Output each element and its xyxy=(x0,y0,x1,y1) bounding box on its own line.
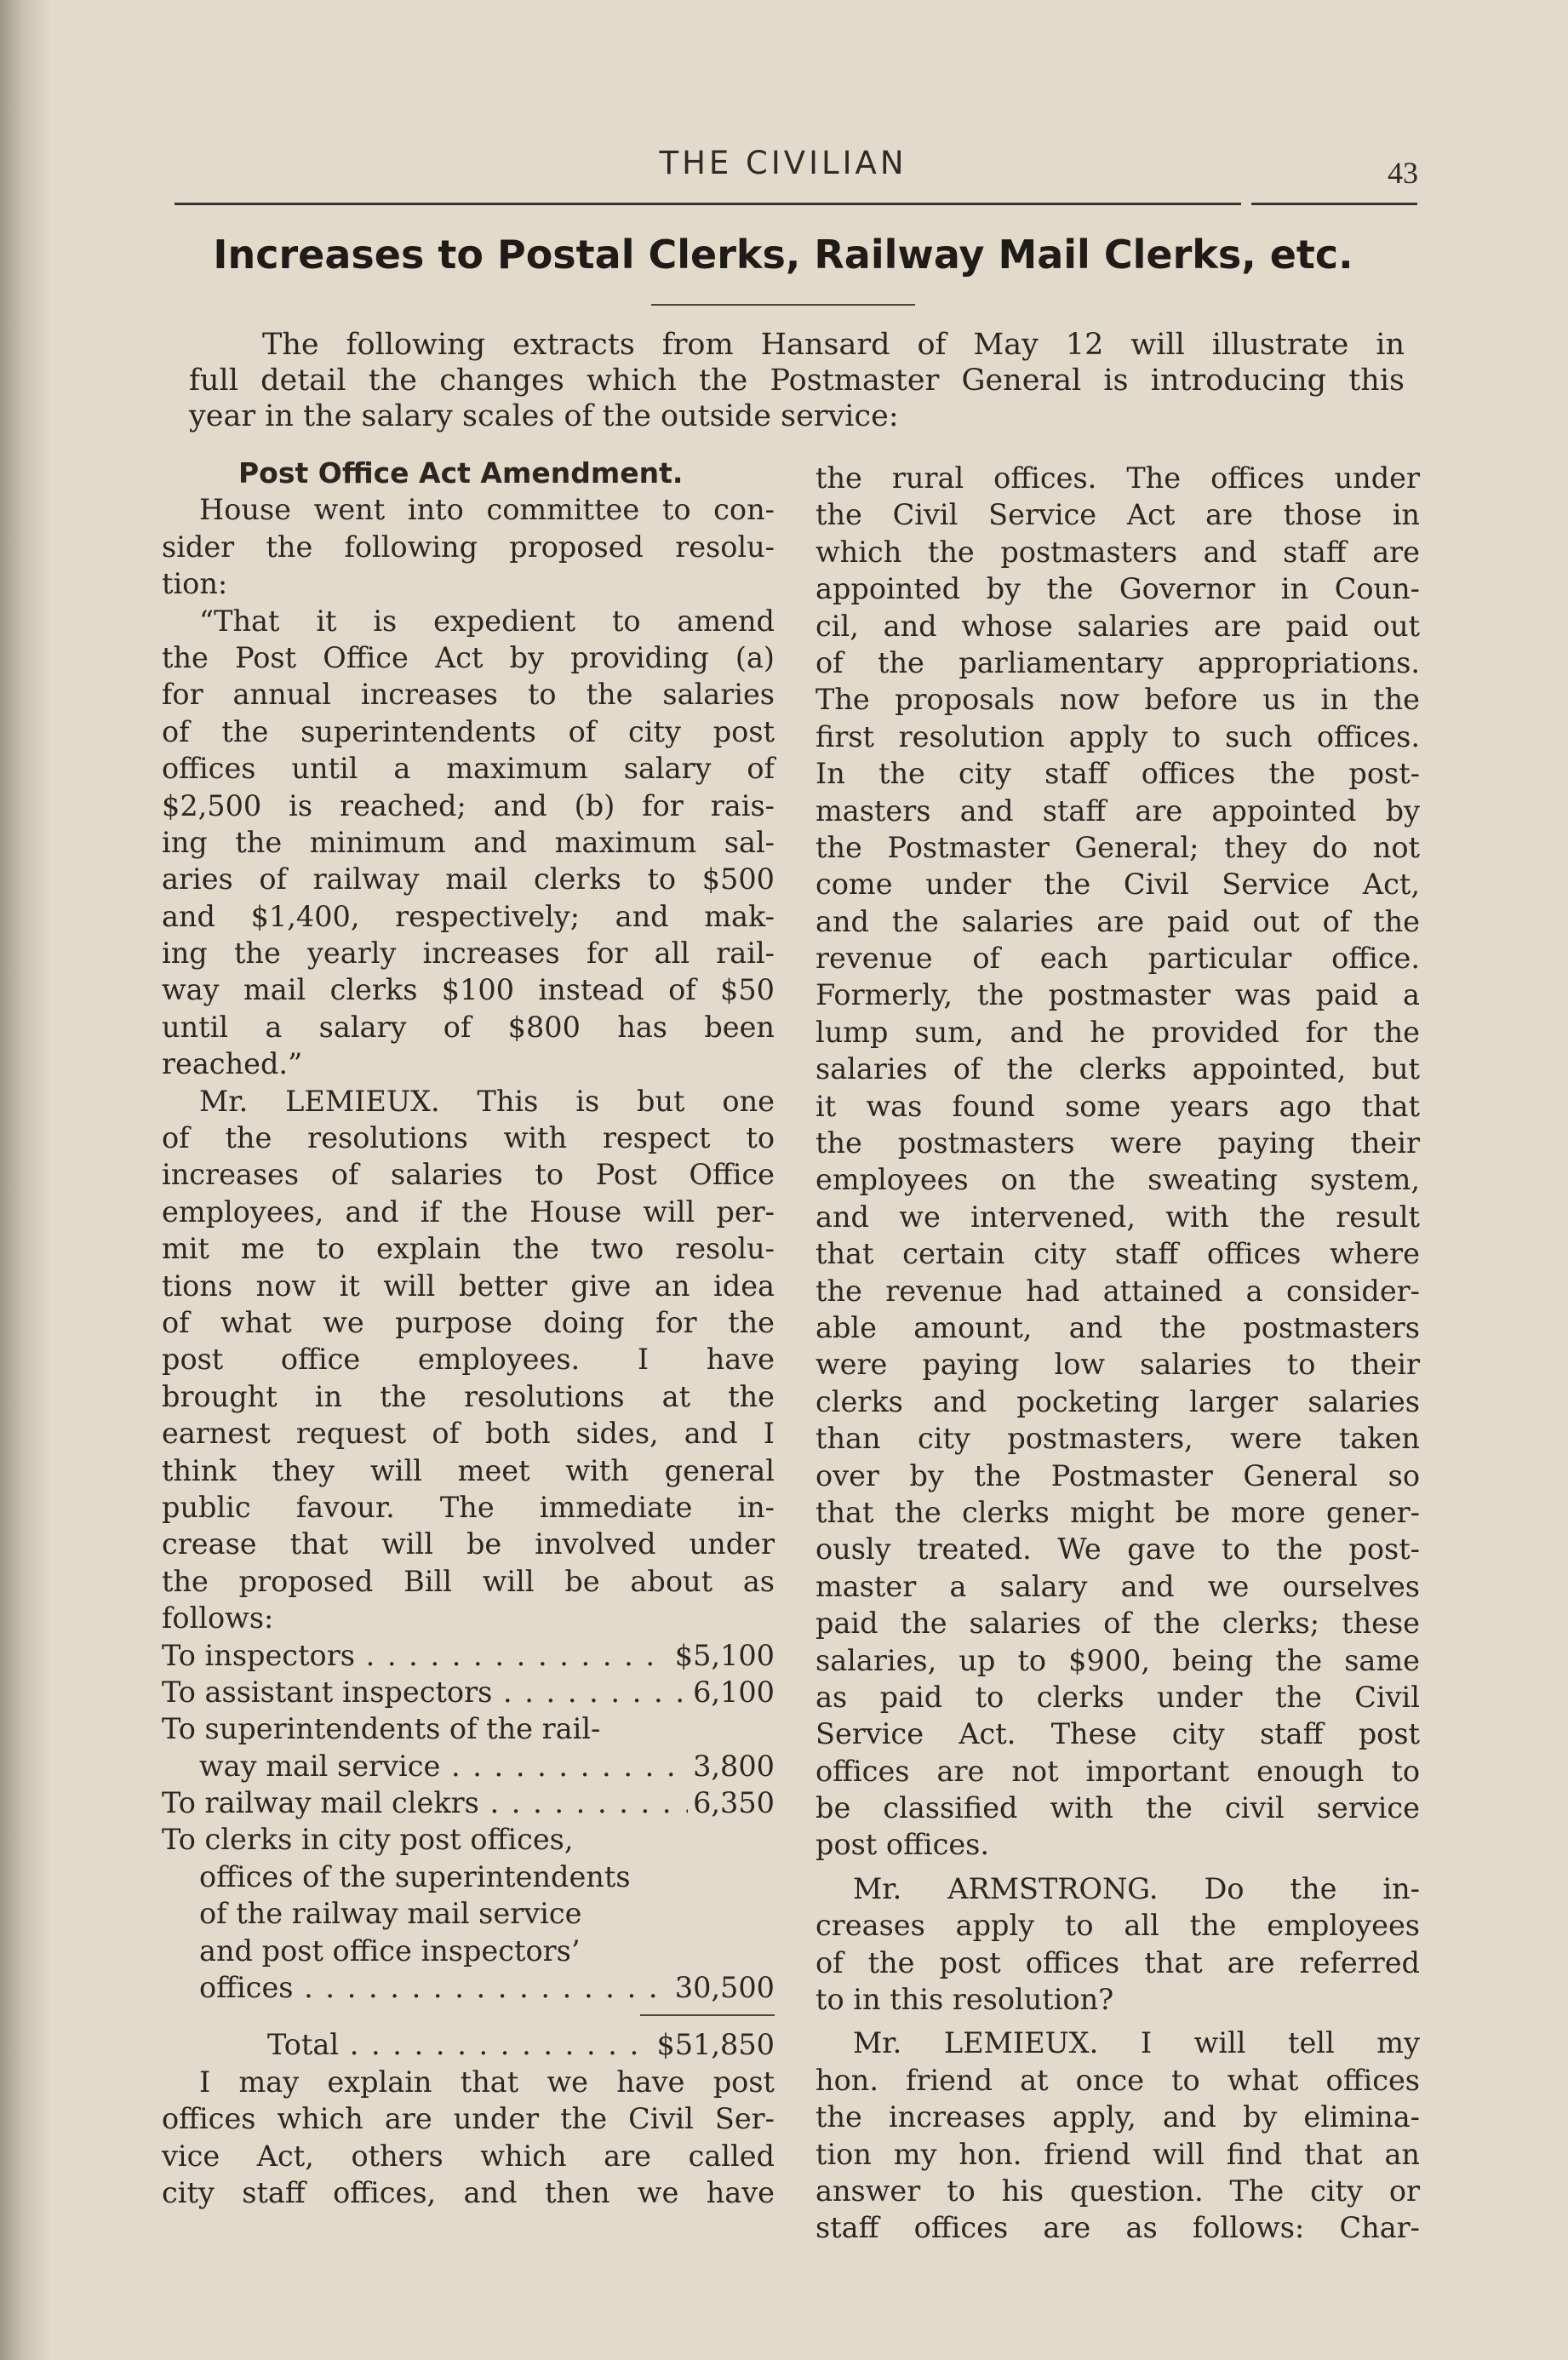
text-line: employees, and if the House will per- xyxy=(162,1194,775,1229)
text-line: the Postmaster General; they do not xyxy=(815,830,1420,864)
text-line: creases apply to all the employees xyxy=(815,1909,1420,1943)
text-line: and the salaries are paid out of the xyxy=(815,904,1420,938)
text-line: offices which are under the Civil Ser- xyxy=(162,2102,775,2136)
resolution-paragraph xyxy=(162,603,775,1083)
intro-line: full detail the changes which the Postmaster General is introducing this xyxy=(189,364,1405,398)
table-row-label: To railway mail clekrs . . . xyxy=(162,1784,688,1821)
table-row xyxy=(162,1637,775,1674)
lemieux-reply-paragraph xyxy=(815,2025,1420,2246)
text-line: appointed by the Governor in Coun- xyxy=(815,572,1420,606)
rural-offices-paragraph xyxy=(815,460,1420,1864)
text-line: city staff offices, and then we have xyxy=(162,2175,775,2209)
article-headline: Increases to Postal Clerks, Railway Mail Clerks, etc. xyxy=(213,232,1353,278)
text-line: Service Act. These city staff post xyxy=(815,1717,1420,1751)
text-line: ing the yearly increases for all rail- xyxy=(162,937,775,971)
text-line: for annual increases to the salaries xyxy=(162,678,775,712)
total-row xyxy=(162,2026,775,2063)
left-column xyxy=(162,455,775,2211)
text-line: crease that will be involved under xyxy=(162,1527,775,1561)
table-row-label: To assistant inspectors . . . xyxy=(162,1674,688,1710)
text-line: I may explain that we have post xyxy=(199,2065,775,2099)
text-line: salaries, up to $900, being the same xyxy=(815,1643,1420,1677)
text-line: lump sum, and he provided for the xyxy=(815,1015,1420,1049)
page-number: 43 xyxy=(1388,156,1418,190)
table-row-label: To inspectors . . . xyxy=(162,1637,670,1674)
text-line: of what we purpose doing for the xyxy=(162,1305,775,1339)
text-line: which the postmasters and staff are xyxy=(815,535,1420,569)
table-row xyxy=(162,1710,775,1747)
table-row-amount: 3,800 xyxy=(693,1749,775,1783)
text-line: House went into committee to con- xyxy=(199,493,775,527)
text-line: the increases apply, and by elimina- xyxy=(815,2100,1420,2134)
lemieux-paragraph xyxy=(162,1083,775,1637)
text-line: hon. friend at once to what offices xyxy=(815,2063,1420,2097)
armstrong-paragraph xyxy=(815,1870,1420,2019)
text-line: tion: xyxy=(162,567,228,601)
table-row xyxy=(162,1895,775,1932)
text-line: aries of railway mail clerks to $500 xyxy=(162,862,775,896)
table-row-amount: 30,500 xyxy=(674,1971,775,2005)
text-line: paid the salaries of the clerks; these xyxy=(815,1607,1420,1641)
text-line: public favour. The immediate in- xyxy=(162,1490,775,1524)
text-line: that the clerks might be more gener- xyxy=(815,1495,1420,1529)
text-line: increases of salaries to Post Office xyxy=(162,1158,775,1192)
text-line: tions now it will better give an idea xyxy=(162,1269,775,1303)
text-line: masters and staff are appointed by xyxy=(815,793,1420,828)
intro-line: The following extracts from Hansard of May 12 will illustrate in xyxy=(262,328,1405,362)
text-line: way mail clerks $100 instead of $50 xyxy=(162,973,775,1007)
right-column xyxy=(815,460,1420,2247)
text-line: follows: xyxy=(162,1601,274,1635)
table-row-label: To superintendents of the rail- xyxy=(162,1712,601,1746)
table-row xyxy=(162,1784,775,1821)
text-line: post office employees. I have xyxy=(162,1343,775,1377)
text-line: cil, and whose salaries are paid out xyxy=(815,609,1420,643)
intro-paragraph xyxy=(189,327,1405,434)
table-row xyxy=(162,1969,775,2006)
text-line: Mr. LEMIEUX. This is but one xyxy=(199,1084,775,1118)
page-gutter-shade xyxy=(0,0,51,2360)
table-row xyxy=(162,1859,775,1895)
text-line: the proposed Bill will be about as xyxy=(162,1564,775,1598)
text-line: of the resolutions with respect to xyxy=(162,1121,775,1155)
table-row-amount: 6,100 xyxy=(693,1675,775,1709)
table-row xyxy=(162,1933,775,1969)
text-line: the rural offices. The offices under xyxy=(815,461,1420,495)
text-line: of the superintendents of city post xyxy=(162,714,775,748)
section-heading: Post Office Act Amendment. xyxy=(238,456,684,490)
text-line: it was found some years ago that xyxy=(815,1089,1420,1123)
text-line: “That it is expedient to amend xyxy=(199,604,775,638)
text-line: mit me to explain the two resolu- xyxy=(162,1232,775,1266)
table-row-label: and post office inspectors’ xyxy=(199,1933,581,1968)
text-line: of the parliamentary appropriations. xyxy=(815,645,1420,679)
header-rule-side xyxy=(1251,203,1417,205)
table-row-label: offices of the superintendents xyxy=(199,1859,631,1893)
text-line: and $1,400, respectively; and mak- xyxy=(162,899,775,933)
text-line: the Civil Service Act are those in xyxy=(815,498,1420,532)
text-line: first resolution apply to such offices. xyxy=(815,719,1420,753)
text-line: ously treated. We gave to the post- xyxy=(815,1532,1420,1567)
text-line: In the city staff offices the post- xyxy=(815,757,1420,791)
text-line: brought in the resolutions at the xyxy=(162,1379,775,1413)
text-line: master a salary and we ourselves xyxy=(815,1569,1420,1603)
text-line: be classified with the civil service xyxy=(815,1791,1420,1825)
table-row xyxy=(162,1674,775,1710)
table-row-label: offices . . . xyxy=(162,1969,670,2006)
text-line: and we intervened, with the result xyxy=(815,1200,1420,1234)
text-line: earnest request of both sides, and I xyxy=(162,1417,775,1451)
text-line: Mr. ARMSTRONG. Do the in- xyxy=(853,1871,1420,1905)
increase-table xyxy=(162,1637,775,2064)
text-line: The proposals now before us in the xyxy=(815,683,1420,717)
closing-paragraph xyxy=(162,2064,775,2212)
text-line: come under the Civil Service Act, xyxy=(815,868,1420,902)
text-line: than city postmasters, were taken xyxy=(815,1422,1420,1456)
table-row-label: of the railway mail service xyxy=(199,1897,582,1931)
paragraph-gap xyxy=(815,1864,1420,1870)
text-line: $2,500 is reached; and (b) for rais- xyxy=(162,788,775,822)
total-rule xyxy=(162,2006,775,2026)
text-line: clerks and pocketing larger salaries xyxy=(815,1384,1420,1418)
text-line: offices are not important enough to xyxy=(815,1754,1420,1788)
text-line: to in this resolution? xyxy=(815,1983,1114,2017)
text-line: salaries of the clerks appointed, but xyxy=(815,1052,1420,1086)
text-line: Mr. LEMIEUX. I will tell my xyxy=(853,2026,1420,2060)
text-line: over by the Postmaster General so xyxy=(815,1458,1420,1492)
text-line: staff offices are as follows: Char- xyxy=(815,2211,1420,2245)
table-row-label: way mail service . . . xyxy=(162,1748,688,1784)
table-row xyxy=(162,1748,775,1784)
paragraph-gap xyxy=(815,2018,1420,2025)
text-line: Formerly, the postmaster was paid a xyxy=(815,978,1420,1012)
text-line: ing the minimum and maximum sal- xyxy=(162,825,775,859)
text-line: sider the following proposed resolu- xyxy=(162,530,775,564)
committee-paragraph xyxy=(162,491,775,602)
table-row xyxy=(162,1821,775,1858)
text-line: reached.” xyxy=(162,1047,303,1081)
text-line: the Post Office Act by providing (a) xyxy=(162,640,775,674)
table-row-amount: 6,350 xyxy=(693,1786,775,1820)
text-line: offices until a maximum salary of xyxy=(162,752,775,786)
text-line: until a salary of $800 has been xyxy=(162,1010,775,1044)
running-header-title: THE CIVILIAN xyxy=(659,145,907,181)
text-line: of the post offices that are referred xyxy=(815,1945,1420,1979)
text-line: able amount, and the postmasters xyxy=(815,1310,1420,1344)
text-line: tion my hon. friend will find that an xyxy=(815,2137,1420,2171)
table-row-amount: $5,100 xyxy=(674,1638,775,1672)
text-line: as paid to clerks under the Civil xyxy=(815,1680,1420,1714)
text-line: vice Act, others which are called xyxy=(162,2139,775,2173)
total-label: Total . . . xyxy=(162,2026,651,2063)
total-amount: $51,850 xyxy=(656,2028,775,2062)
text-line: the revenue had attained a consider- xyxy=(815,1274,1420,1308)
table-row-label: To clerks in city post offices, xyxy=(162,1823,574,1857)
text-line: answer to his question. The city or xyxy=(815,2174,1420,2208)
text-line: post offices. xyxy=(815,1828,990,1862)
text-line: revenue of each particular office. xyxy=(815,942,1420,976)
header-rule xyxy=(175,203,1241,205)
text-line: the postmasters were paying their xyxy=(815,1126,1420,1160)
text-line: employees on the sweating system, xyxy=(815,1163,1420,1197)
text-line: think they will meet with general xyxy=(162,1453,775,1487)
text-line: that certain city staff offices where xyxy=(815,1237,1420,1271)
intro-line: year in the salary scales of the outside service: xyxy=(189,399,899,433)
text-line: were paying low salaries to their xyxy=(815,1348,1420,1382)
headline-divider xyxy=(651,304,915,306)
